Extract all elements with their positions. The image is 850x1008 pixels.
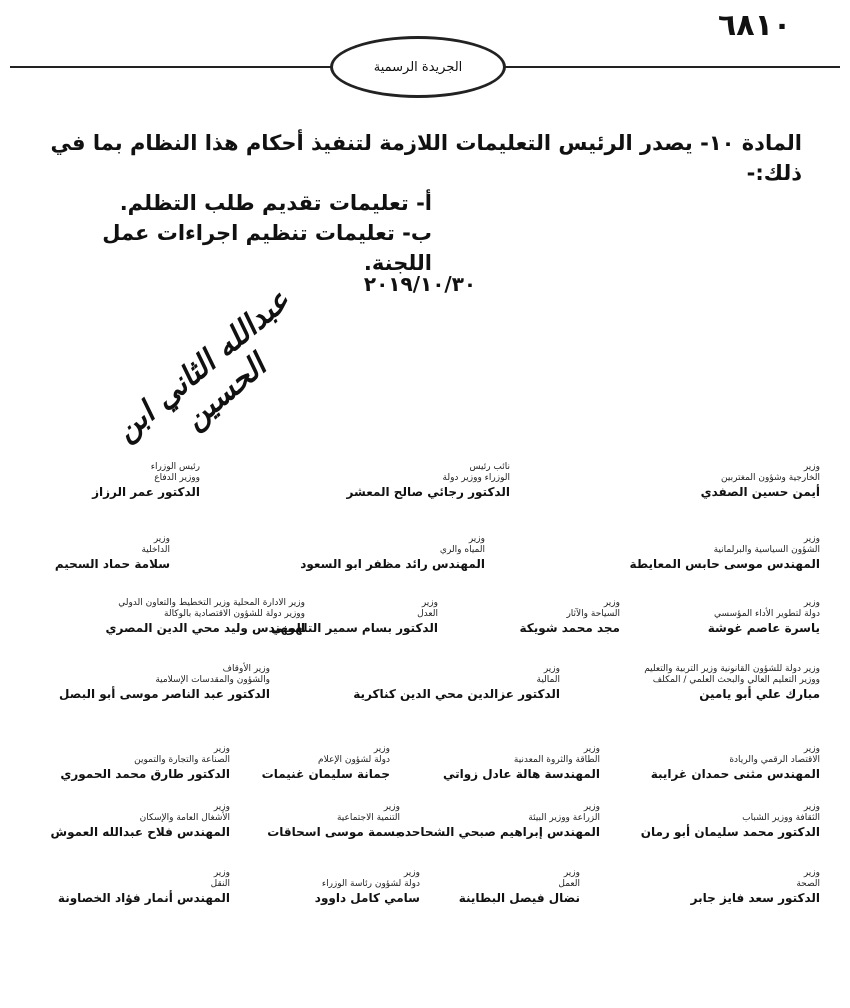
minister-title: وزير [421,598,438,608]
minister-title: الصناعة والتجارة والتموين [134,755,230,765]
minister-block [262,744,390,782]
article-item-b: ب- تعليمات تنظيم اجراءات عمل اللجنة. [102,221,432,275]
minister-title: وزير الأوقاف [222,664,270,674]
minister-block [708,598,820,636]
minister-title: وزير [583,802,600,812]
minister-block [701,462,820,500]
minister-title: وزير [583,744,600,754]
minister-title: الوزراء ووزير دولة [442,473,510,483]
minister-title: التنمية الاجتماعية [336,813,400,823]
minister-name: المهندس أنمار فؤاد الخصاونة [57,891,230,905]
minister-block [60,744,230,782]
minister-title: السياحة والآثار [566,609,620,619]
minister-title: ووزير الدفاع [154,473,200,483]
minister-title: الزراعة ووزير البيئة [528,813,600,823]
minister-block [641,802,820,840]
minister-name: المهندس وليد محي الدين المصري [105,621,305,635]
minister-name: الدكتور رجائي صالح المعشر [346,485,510,499]
minister-title: وزير [383,802,400,812]
minister-title: دولة لتطوير الأداء المؤسسي [713,609,820,619]
minister-block [651,744,820,782]
minister-block [353,664,560,702]
minister-name: المهندس موسى حابس المعايطة [629,557,820,571]
minister-block [519,598,620,636]
minister-title: الخارجية وشؤون المغتربين [721,473,820,483]
minister-block [51,802,230,840]
minister-block [630,534,820,572]
minister-name: سلامة حماد السحيم [54,557,170,571]
minister-title: دولة لشؤون رئاسة الوزراء [321,879,420,889]
minister-title: وزير [403,868,420,878]
minister-title: رئيس الوزراء [150,462,200,472]
minister-name: بسمة موسى اسحاقات [267,825,400,839]
minister-title: وزير [213,802,230,812]
minister-title: وزير [468,534,485,544]
minister-name: نضال فيصل البطاينة [458,891,580,905]
gazette-title-oval [330,36,506,98]
minister-title: الداخلية [141,545,170,555]
minister-name: المهندس مثنى حمدان غرايبة [650,767,820,781]
minister-name: سامي كامل داوود [314,891,420,905]
minister-title: نائب رئيس [469,462,510,472]
minister-name: الدكتور عزالدين محي الدين كناكرية [353,687,560,701]
decree-date: ٢٠١٩/١٠/٣٠ [363,272,477,296]
minister-block [347,462,510,500]
article-10 [42,128,802,278]
minister-name: مجد محمد شويكة [519,621,620,635]
minister-title: وزير [153,534,170,544]
gazette-title: الجريدة الرسمية [373,59,463,75]
minister-title: وزير الادارة المحلية وزير التخطيط والتعاون الدولي [118,598,305,608]
minister-name: المهندس رائد مظفر ابو السعود [300,557,485,571]
minister-block [271,598,438,636]
minister-title: وزير [603,598,620,608]
minister-title: الصحة [796,879,820,889]
minister-block [267,802,400,840]
minister-block [691,868,820,906]
page-number: ٦٨١٠ [718,8,792,43]
minister-title: المالية [536,675,560,685]
minister-name: الدكتور محمد سليمان أبو رمان [640,825,820,839]
minister-name: جمانة سليمان غنيمات [261,767,390,781]
minister-title: وزير [803,802,820,812]
minister-name: مبارك علي أبو يامين [699,687,820,701]
minister-title: الاقتصاد الرقمي والريادة [729,755,820,765]
minister-block [315,868,420,906]
minister-title: وزير [803,598,820,608]
minister-block [59,664,270,702]
minister-name: الدكتور عبد الناصر موسى أبو البصل [59,687,270,701]
minister-title: العدل [417,609,438,619]
article-line-1: المادة ١٠- يصدر الرئيس التعليمات اللازمة لتنفيذ أحكام هذا النظام بما في [50,131,802,155]
minister-title: الأشغال العامة والإسكان [139,813,230,823]
minister-title: الشؤون السياسية والبرلمانية [713,545,820,555]
minister-title: وزير [803,534,820,544]
article-line-2: ذلك:- [746,161,802,185]
minister-title: وزير [803,744,820,754]
royal-signature: عبدالله الثاني ابن الحسين [108,282,297,449]
minister-title: الطاقة والثروة المعدنية [513,755,600,765]
minister-title: المياه والري [439,545,485,555]
minister-title: وزير [373,744,390,754]
minister-title: وزير [543,664,560,674]
minister-block [644,664,820,702]
minister-name: أيمن حسين الصفدي [700,485,820,499]
minister-title: دولة لشؤون الإعلام [318,755,390,765]
minister-name: ياسرة عاصم غوشة [707,621,820,635]
minister-title: النقل [210,879,230,889]
minister-block [300,534,485,572]
minister-name: الدكتور عمر الرزاز [92,485,200,499]
minister-name: المهندس فلاح عبدالله العموش [50,825,230,839]
minister-title: وزير [213,744,230,754]
minister-name: الدكتور طارق محمد الحموري [60,767,230,781]
minister-title: وزير [213,868,230,878]
minister-title: والشؤون والمقدسات الإسلامية [155,675,270,685]
minister-name: المهندسة هالة عادل زواتي [442,767,600,781]
minister-name: المهندس إبراهيم صبحي الشحاحده [397,825,600,839]
article-item-a: أ- تعليمات تقديم طلب التظلم. [119,191,432,215]
minister-block [443,744,600,782]
minister-block [55,534,170,572]
minister-block [58,868,230,906]
minister-title: الثقافة ووزير الشباب [742,813,820,823]
minister-title: وزير دولة للشؤون القانونية وزير التربية والتعليم [644,664,820,674]
minister-name: الدكتور سعد فايز جابر [690,891,820,905]
minister-title: العمل [558,879,580,889]
minister-block [459,868,580,906]
minister-title: وزير [803,462,820,472]
minister-title: وزير [803,868,820,878]
minister-block [398,802,600,840]
minister-title: ووزير دولة للشؤون الاقتصادية بالوكالة [164,609,305,619]
minister-title: وزير [563,868,580,878]
minister-block [92,462,200,500]
minister-title: ووزير التعليم العالي والبحث العلمي / المكلف [652,675,820,685]
minister-name: الدكتور بسام سمير التلهوني [270,621,438,635]
